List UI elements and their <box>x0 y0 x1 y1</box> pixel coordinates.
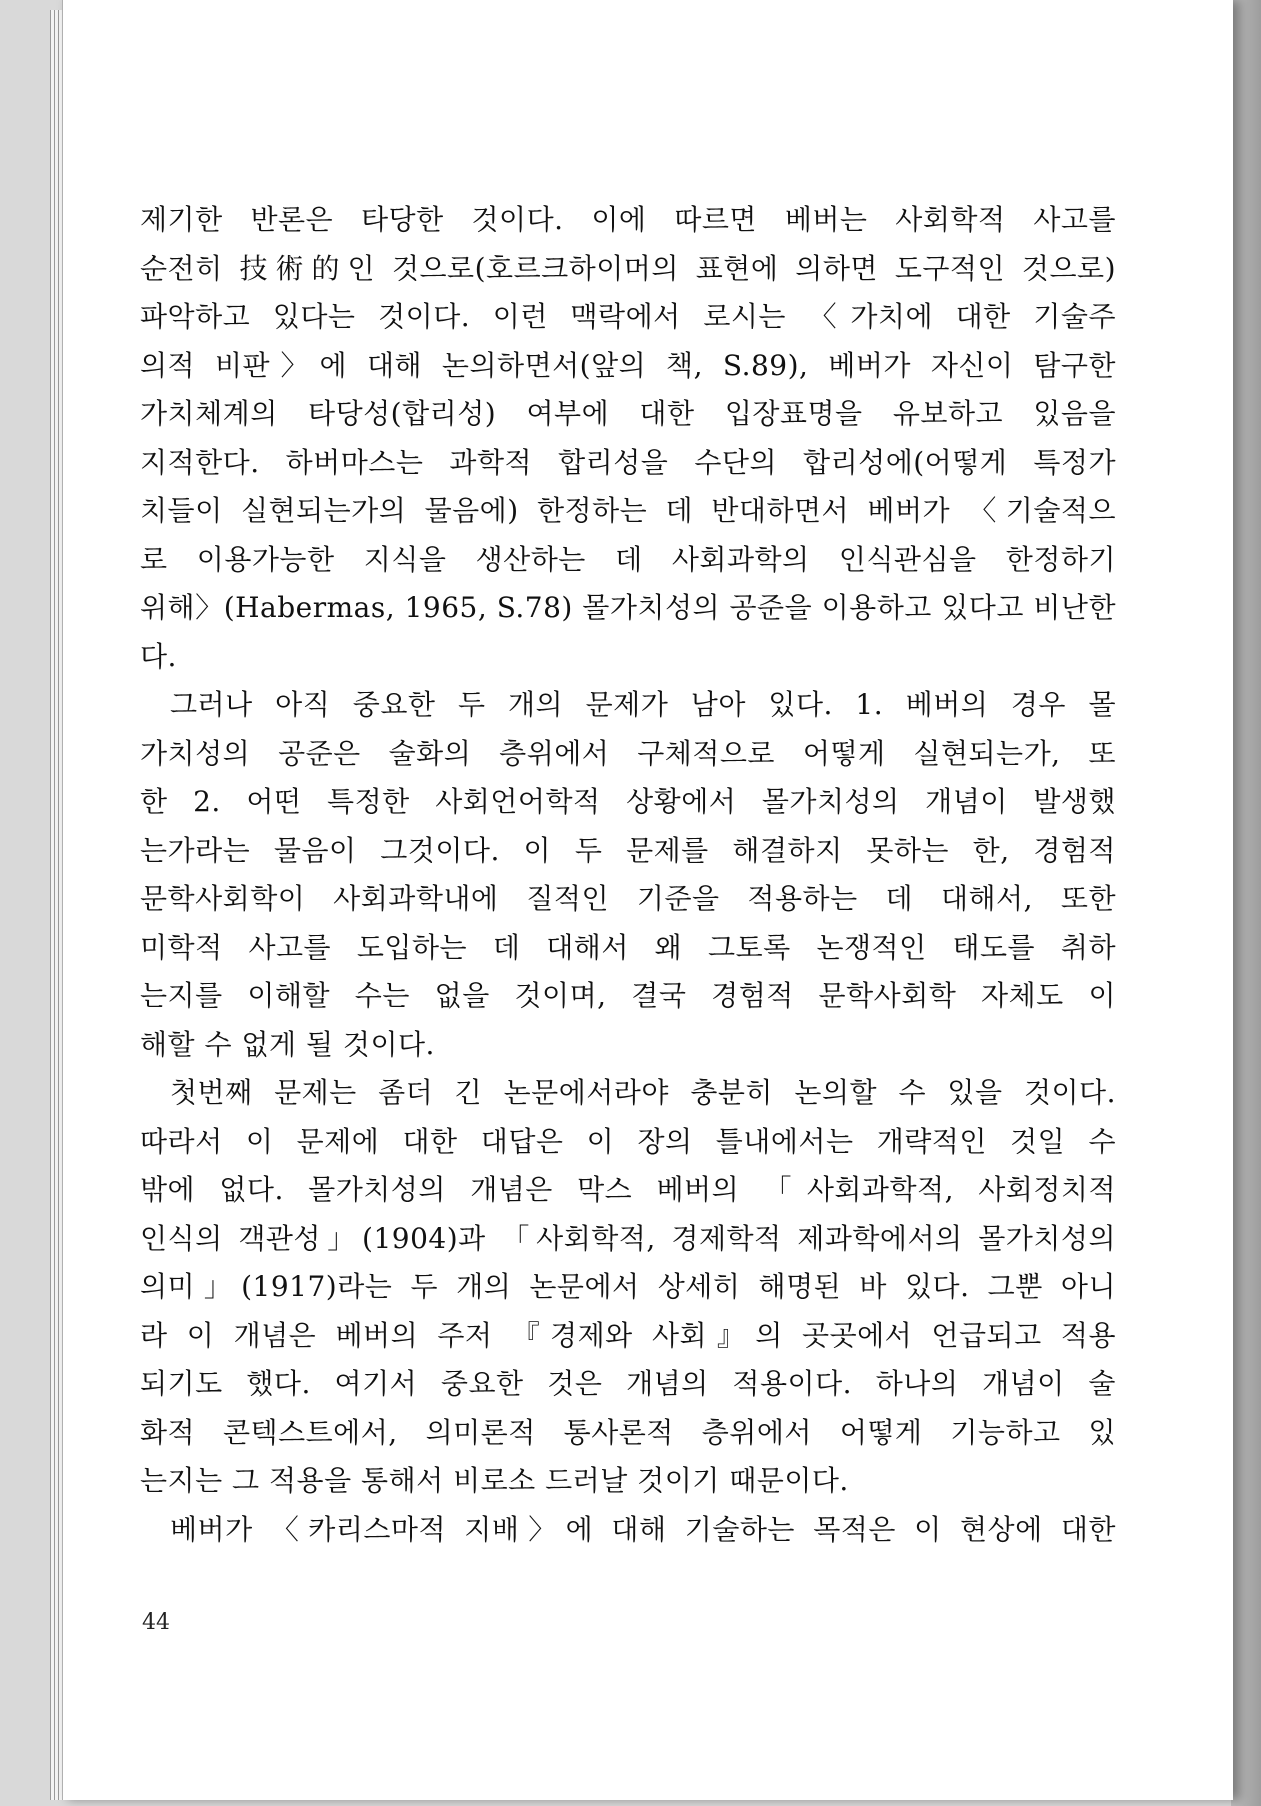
text-line: 가치성의 공준은 술화의 층위에서 구체적으로 어떻게 실현되는가, 또 <box>140 736 1116 770</box>
text-line: 인식의 객관성」(1904)과 「사회학적, 경제학적 제과학에서의 몰가치성의 <box>140 1221 1116 1255</box>
text-line: 한 2. 어떤 특정한 사회언어학적 상황에서 몰가치성의 개념이 발생했 <box>140 785 1116 818</box>
page-shadow <box>1231 0 1261 1806</box>
text-line: 화적 콘텍스트에서, 의미론적 통사론적 층위에서 어떻게 기능하고 있 <box>140 1415 1116 1449</box>
text-line: 첫번째 문제는 좀더 긴 논문에서라야 충분히 논의할 수 있을 것이다. <box>170 1076 1116 1109</box>
page-number: 44 <box>142 1610 170 1635</box>
text-line: 그러나 아직 중요한 두 개의 문제가 남아 있다. 1. 베버의 경우 몰 <box>170 688 1116 721</box>
text-line: 따라서 이 문제에 대한 대답은 이 장의 틀내에서는 개략적인 것일 수 <box>140 1124 1116 1158</box>
text-line: 지적한다. 하버마스는 과학적 합리성을 수단의 합리성에(어떻게 특정가 <box>140 445 1116 479</box>
text-line: 다. <box>140 639 177 673</box>
text-line: 로 이용가능한 지식을 생산하는 데 사회과학의 인식관심을 한정하기 <box>140 542 1116 576</box>
text-line: 베버가 〈카리스마적 지배〉에 대해 기술하는 목적은 이 현상에 대한 <box>170 1512 1116 1546</box>
body-text <box>140 196 1116 1554</box>
text-line: 는지를 이해할 수는 없을 것이며, 결국 경험적 문학사회학 자체도 이 <box>140 979 1116 1012</box>
text-line: 밖에 없다. 몰가치성의 개념은 막스 베버의 「사회과학적, 사회정치적 <box>140 1173 1116 1206</box>
text-line: 순전히 技術的인 것으로(호르크하이머의 표현에 의하면 도구적인 것으로) <box>140 251 1116 285</box>
text-line: 위해〉(Habermas, 1965, S.78) 몰가치성의 공준을 이용하고 있다고 비난한 <box>140 591 1116 624</box>
text-line: 미학적 사고를 도입하는 데 대해서 왜 그토록 논쟁적인 태도를 취하 <box>140 930 1116 964</box>
text-line: 되기도 했다. 여기서 중요한 것은 개념의 적용이다. 하나의 개념이 술 <box>140 1367 1116 1400</box>
text-line: 문학사회학이 사회과학내에 질적인 기준을 적용하는 데 대해서, 또한 <box>140 882 1116 915</box>
text-line: 제기한 반론은 타당한 것이다. 이에 따르면 베버는 사회학적 사고를 <box>140 203 1116 236</box>
text-line: 의미」(1917)라는 두 개의 논문에서 상세히 해명된 바 있다. 그뿐 아니 <box>140 1270 1116 1303</box>
text-line: 파악하고 있다는 것이다. 이런 맥락에서 로시는 〈가치에 대한 기술주 <box>140 300 1116 333</box>
text-line: 가치체계의 타당성(합리성) 여부에 대한 입장표명을 유보하고 있음을 <box>140 397 1116 430</box>
text-line: 의적 비판〉에 대해 논의하면서(앞의 책, S.89), 베버가 자신이 탐구한 <box>140 348 1116 382</box>
text-line: 는지는 그 적용을 통해서 비로소 드러날 것이기 때문이다. <box>140 1464 849 1497</box>
text-line: 라 이 개념은 베버의 주저 『경제와 사회』의 곳곳에서 언급되고 적용 <box>140 1318 1116 1352</box>
text-line: 치들이 실현되는가의 물음에) 한정하는 데 반대하면서 베버가 〈기술적으 <box>140 494 1116 527</box>
text-line: 는가라는 물음이 그것이다. 이 두 문제를 해결하지 못하는 한, 경험적 <box>140 833 1116 867</box>
text-line: 해할 수 없게 될 것이다. <box>140 1027 435 1061</box>
